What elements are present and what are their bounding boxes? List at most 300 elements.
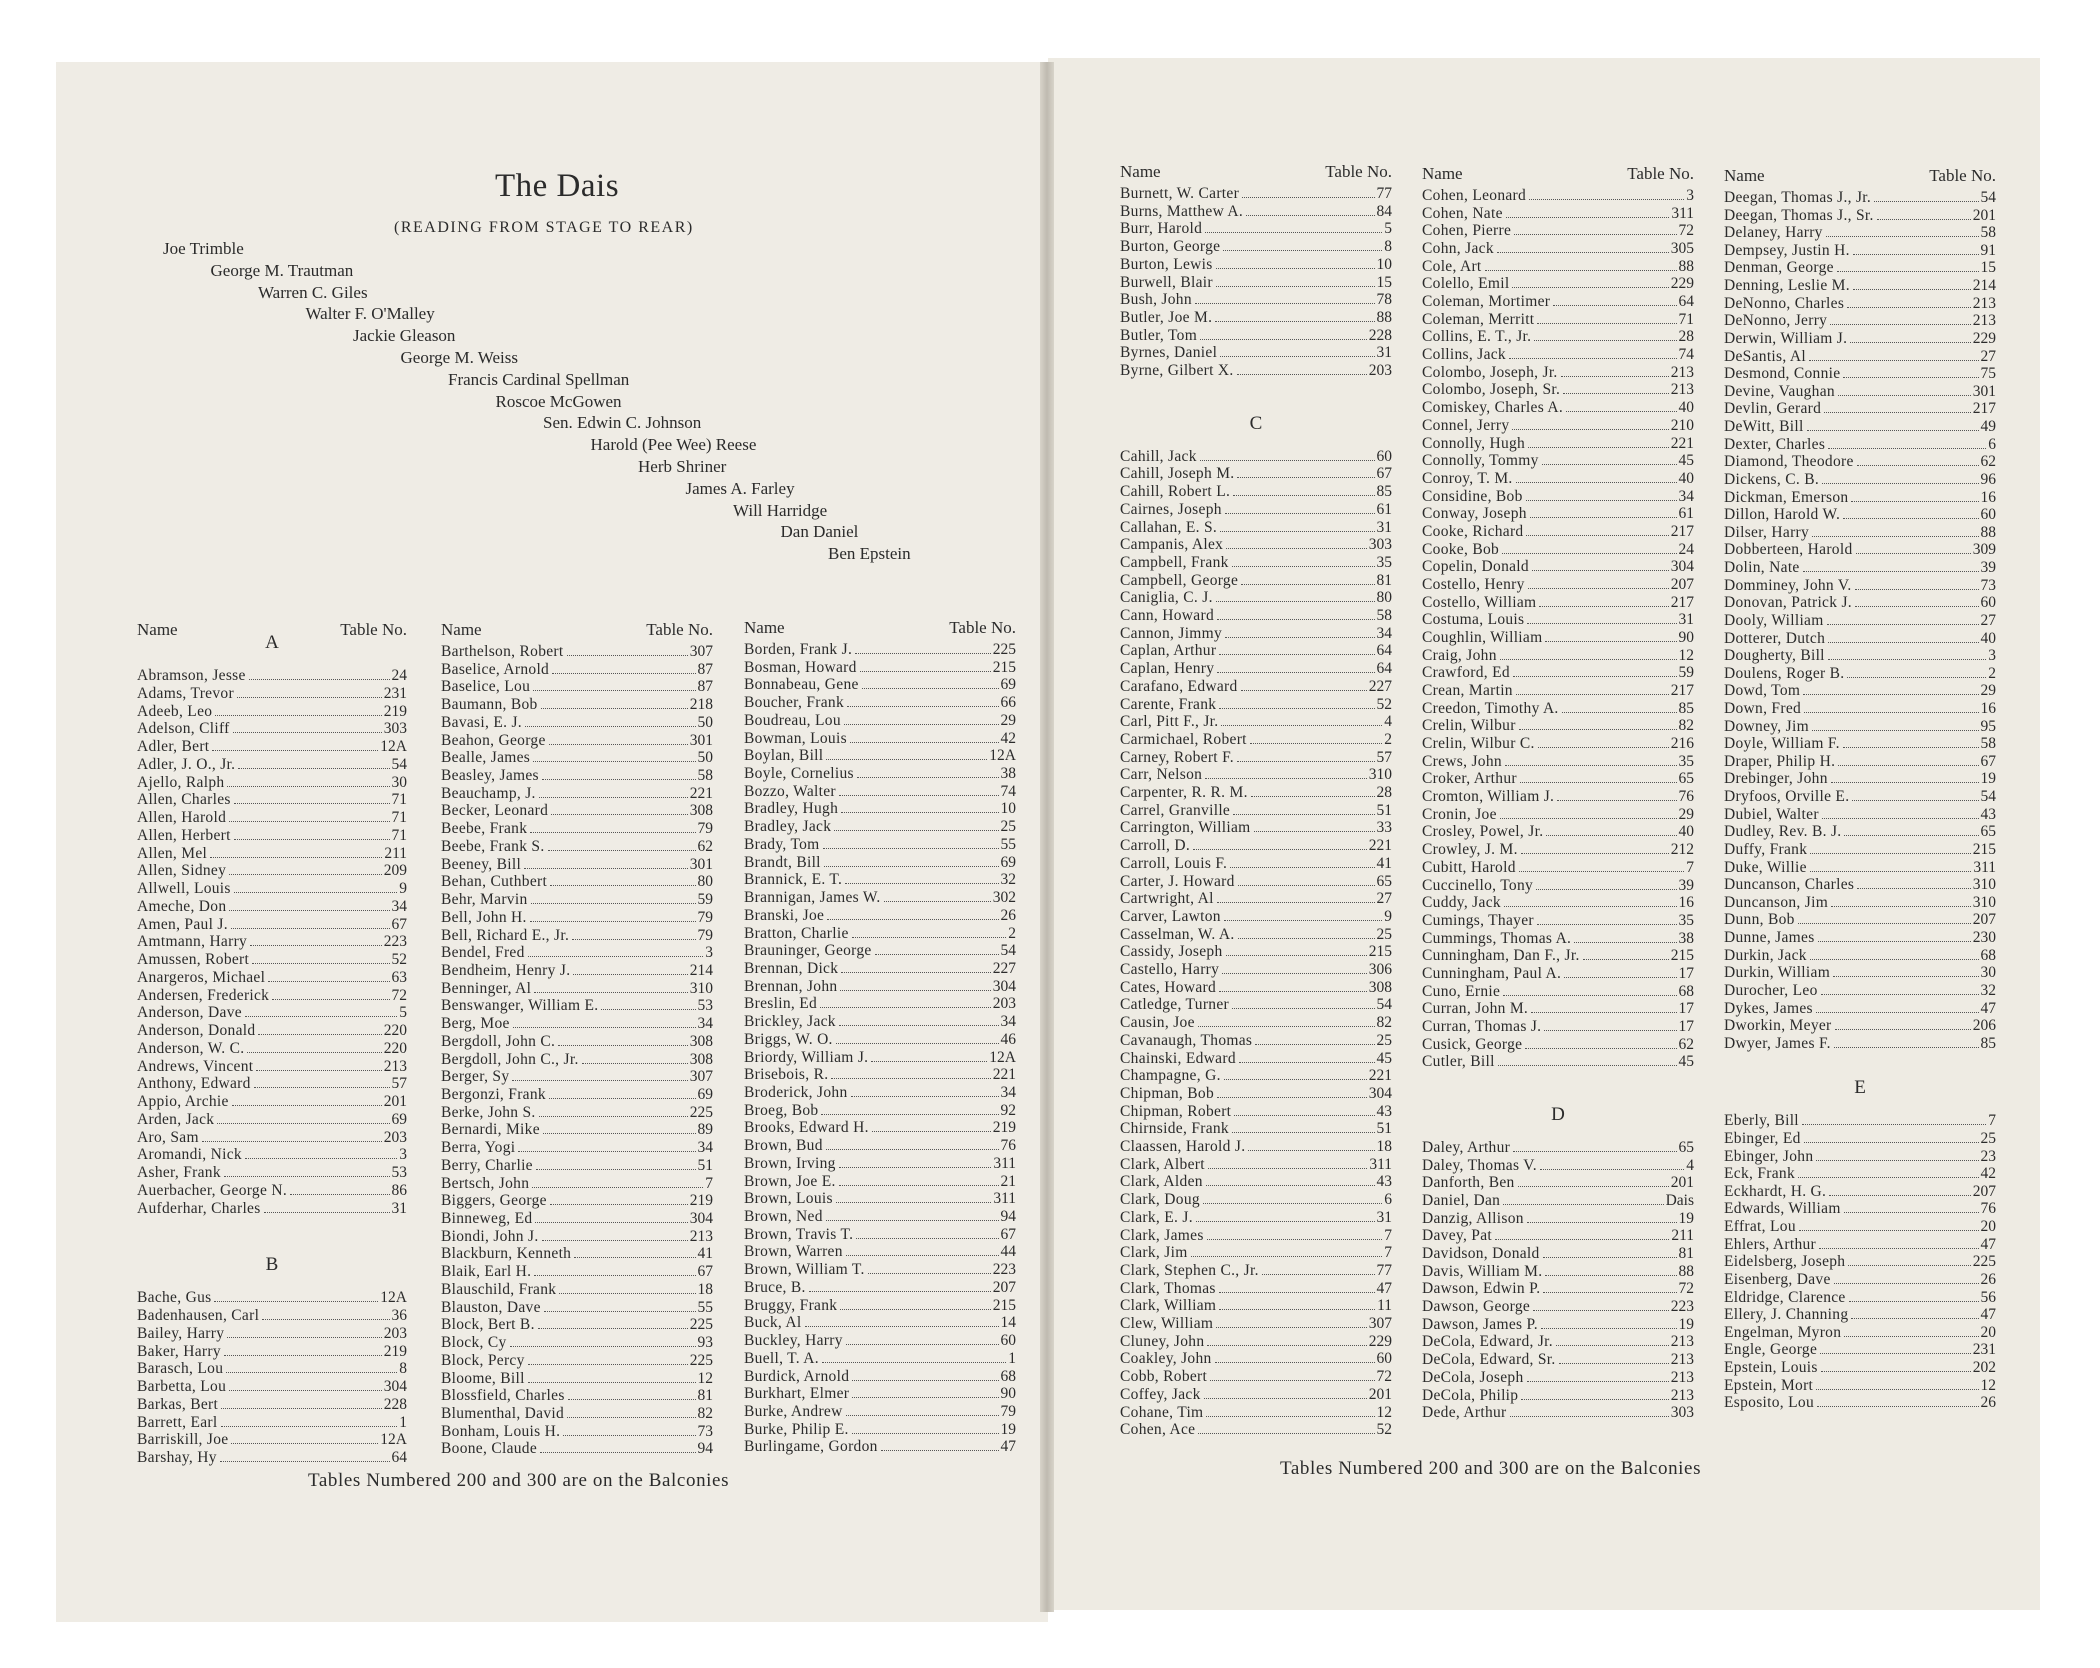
leader-dots: [1543, 1257, 1677, 1258]
leader-dots: [212, 750, 378, 751]
leader-dots: [552, 673, 695, 674]
table-number: 302: [992, 889, 1016, 907]
leader-dots: [1254, 831, 1375, 832]
guest-name: Coughlin, William: [1422, 629, 1543, 646]
leader-dots: [535, 1222, 687, 1223]
leader-dots: [855, 653, 991, 654]
leader-dots: [1828, 659, 1986, 660]
table-number: 9: [399, 880, 407, 897]
leader-dots: [1826, 236, 1979, 237]
guest-name: Devine, Vaughan: [1724, 382, 1835, 400]
table-number: 229: [1368, 1332, 1392, 1350]
leader-dots: [852, 1380, 998, 1381]
table-number: 219: [992, 1119, 1016, 1137]
guest-name: Engle, George: [1724, 1341, 1818, 1359]
guest-name: Amen, Paul J.: [137, 915, 228, 933]
dais-name: Roscoe McGowen: [495, 391, 622, 411]
leader-dots: [1530, 517, 1677, 518]
guest-name: Boucher, Frank: [744, 694, 845, 712]
leader-dots: [1532, 570, 1669, 571]
table-number: 67: [1376, 465, 1392, 483]
table-number: 42: [1980, 1165, 1996, 1183]
table-number: 34: [697, 1139, 713, 1157]
table-number: 201: [1670, 1174, 1694, 1192]
table-number: 54: [391, 755, 407, 773]
list-item: [1422, 416, 1694, 434]
leader-dots: [1516, 482, 1677, 483]
list-item: [441, 1103, 713, 1121]
list-item: [1422, 999, 1694, 1017]
leader-dots: [1225, 637, 1374, 638]
leader-dots: [536, 1169, 696, 1170]
table-number: 213: [689, 1227, 713, 1245]
table-number: 19: [1000, 1420, 1016, 1438]
list-item: [137, 879, 407, 897]
guest-name: Carroll, Louis F.: [1120, 854, 1228, 872]
list-item: [137, 1163, 407, 1181]
leader-dots: [1543, 1292, 1676, 1293]
table-number: 12: [1376, 1403, 1392, 1421]
list-item: [1422, 1403, 1694, 1421]
leader-dots: [1857, 465, 1979, 466]
table-number: 214: [1972, 277, 1996, 295]
guest-name: Dillon, Harold W.: [1724, 506, 1841, 524]
guest-name: Bendel, Fred: [441, 944, 525, 962]
leader-dots: [1504, 906, 1677, 907]
guest-name: Breslin, Ed: [744, 995, 818, 1013]
leader-dots: [1217, 902, 1375, 903]
table-number: 20: [1980, 1218, 1996, 1236]
guest-name: Brady, Tom: [744, 835, 820, 853]
table-number: 64: [391, 1449, 407, 1466]
table-number: 9: [1384, 907, 1392, 925]
guest-name: Carpenter, R. R. M.: [1120, 784, 1248, 801]
leader-dots: [1527, 623, 1676, 624]
list-item: [1120, 606, 1392, 624]
guest-name: Cunningham, Dan F., Jr.: [1422, 947, 1580, 965]
list-item: [1120, 960, 1392, 978]
guest-name: Barbetta, Lou: [137, 1378, 227, 1395]
list-item: [1120, 1332, 1392, 1350]
table-number: 203: [992, 995, 1016, 1013]
list-item: [1422, 1315, 1694, 1333]
guest-name: Adams, Trevor: [137, 684, 234, 702]
list-item: [1724, 699, 1996, 717]
list-item: [1120, 695, 1392, 713]
leader-dots: [1562, 712, 1677, 713]
table-number: 81: [1376, 571, 1392, 589]
leader-dots: [841, 812, 998, 813]
table-number: 78: [1376, 291, 1392, 309]
guest-name: Carney, Robert F.: [1120, 748, 1234, 766]
table-number: 213: [1670, 1333, 1694, 1351]
table-number: 12: [697, 1369, 713, 1387]
guest-name: Block, Percy: [441, 1351, 525, 1369]
leader-dots: [1817, 1406, 1978, 1407]
list-item: [744, 640, 1016, 658]
leader-dots: [1262, 1274, 1375, 1275]
guest-name: Asher, Frank: [137, 1164, 221, 1181]
table-number: 6: [1988, 435, 1996, 453]
table-number: 203: [383, 1128, 407, 1146]
guest-name: Durkin, William: [1724, 964, 1831, 982]
table-number: 51: [1376, 1120, 1392, 1138]
list-item: [744, 835, 1016, 853]
leader-dots: [1241, 690, 1367, 691]
leader-dots: [839, 1167, 992, 1168]
table-number: 1: [399, 1413, 407, 1431]
guest-name: Bush, John: [1120, 291, 1192, 309]
guest-name: Conway, Joseph: [1422, 505, 1527, 523]
guest-name: Burke, Andrew: [744, 1402, 843, 1420]
guest-name: DeNonno, Jerry: [1724, 312, 1828, 330]
guest-name: Brown, Travis T.: [744, 1225, 854, 1243]
table-number: 15: [1980, 259, 1996, 277]
guest-name: Allen, Mel: [137, 844, 208, 862]
leader-dots: [868, 1273, 991, 1274]
guest-name: Beebe, Frank: [441, 820, 528, 838]
list-item: [1422, 1226, 1694, 1244]
guest-name: Blackburn, Kenneth: [441, 1245, 572, 1263]
leader-dots: [1248, 1150, 1374, 1151]
list-item: [1422, 221, 1694, 239]
guest-name: Crosley, Powel, Jr.: [1422, 823, 1544, 841]
leader-dots: [510, 1346, 696, 1347]
guest-name: Carl, Pitt F., Jr.: [1120, 713, 1219, 731]
list-item: [1422, 911, 1694, 929]
table-number: 39: [1980, 559, 1996, 577]
table-number: 64: [1678, 293, 1694, 311]
guest-name: Briordy, William J.: [744, 1048, 869, 1066]
list-item: [1120, 326, 1392, 344]
guest-name: Causin, Joe: [1120, 1014, 1195, 1032]
guest-name: Deegan, Thomas J., Jr.: [1724, 189, 1872, 206]
guest-name: Blauston, Dave: [441, 1298, 541, 1316]
leader-dots: [512, 1080, 687, 1081]
table-number: 305: [1670, 240, 1694, 258]
list-item: [137, 844, 407, 862]
list-item: [1120, 730, 1392, 748]
leader-dots: [1198, 1026, 1375, 1027]
table-number: 223: [992, 1261, 1016, 1279]
leader-dots: [234, 839, 390, 840]
guest-name: Curran, Thomas J.: [1422, 1017, 1542, 1035]
guest-name: Cohen, Ace: [1120, 1421, 1196, 1439]
guest-name: Draper, Philip H.: [1724, 752, 1836, 770]
table-number: 47: [1980, 999, 1996, 1017]
guest-name: Champagne, G.: [1120, 1067, 1221, 1085]
leader-dots: [1810, 959, 1979, 960]
table-number: 24: [1678, 540, 1694, 558]
guest-name: Dykes, James: [1724, 999, 1813, 1017]
table-number: 217: [1670, 522, 1694, 540]
table-number: 27: [1376, 890, 1392, 908]
leader-dots: [1540, 1169, 1684, 1170]
table-number: 35: [1376, 553, 1392, 571]
table-number: 43: [1376, 1173, 1392, 1191]
leader-dots: [231, 928, 390, 929]
table-number: 5: [399, 1004, 407, 1022]
leader-dots: [1557, 800, 1676, 801]
list-item: [1120, 995, 1392, 1013]
guest-name: Cunningham, Paul A.: [1422, 964, 1562, 982]
leader-dots: [232, 1105, 382, 1106]
table-number: 71: [391, 809, 407, 826]
leader-dots: [254, 1087, 390, 1088]
list-item: [744, 959, 1016, 977]
leader-dots: [1804, 1142, 1979, 1143]
table-number: 42: [1000, 729, 1016, 747]
table-number: 12: [1678, 646, 1694, 664]
list-item: [1724, 611, 1996, 629]
leader-dots: [1206, 1416, 1374, 1417]
table-number: 213: [1670, 1368, 1694, 1386]
leader-dots: [1802, 1124, 1986, 1125]
guest-name: Castello, Harry: [1120, 961, 1220, 978]
leader-dots: [1222, 973, 1367, 974]
list-item: [1120, 907, 1392, 925]
table-number: 311: [993, 1154, 1016, 1172]
dais-name: Herb Shriner: [638, 457, 727, 476]
list-item: [1120, 1102, 1392, 1120]
list-item: [1422, 646, 1694, 664]
guest-name: Crews, John: [1422, 752, 1502, 770]
guest-name: Cohane, Tim: [1120, 1403, 1204, 1421]
list-item: [744, 1172, 1016, 1190]
list-item: [744, 870, 1016, 888]
list-item: [441, 1369, 713, 1387]
leader-dots: [224, 1176, 390, 1177]
leader-dots: [215, 715, 381, 716]
list-item: [744, 1367, 1016, 1385]
leader-dots: [1542, 464, 1677, 465]
guest-name: Dolin, Nate: [1724, 559, 1800, 577]
guest-name: Anderson, Donald: [137, 1022, 256, 1039]
list-item: [1120, 641, 1392, 659]
leader-dots: [841, 972, 990, 973]
list-item: [744, 977, 1016, 995]
table-number: 202: [1972, 1359, 1996, 1377]
leader-dots: [559, 1293, 695, 1294]
guest-name: Anargeros, Michael: [137, 968, 266, 986]
guest-name: Davey, Pat: [1422, 1227, 1493, 1245]
list-item: [1724, 629, 1996, 647]
table-number: 304: [992, 977, 1016, 995]
list-item: [1120, 588, 1392, 606]
leader-dots: [524, 868, 688, 869]
leader-dots: [1844, 835, 1978, 836]
list-item: [1120, 1279, 1392, 1297]
list-item: [1120, 1296, 1392, 1314]
list-item: [441, 766, 713, 784]
dais-name: James A. Farley: [685, 478, 795, 498]
guest-name: Duncanson, Jim: [1724, 893, 1829, 911]
leader-dots: [1220, 356, 1374, 357]
table-number: 80: [697, 873, 713, 891]
table-number: 44: [1000, 1243, 1016, 1261]
leader-dots: [1215, 321, 1374, 322]
list-item: [744, 853, 1016, 871]
guest-name: Cuddy, Jack: [1422, 894, 1501, 912]
leader-dots: [1809, 360, 1979, 361]
leader-dots: [1583, 959, 1669, 960]
table-number: 303: [1368, 536, 1392, 554]
leader-dots: [1208, 1168, 1367, 1169]
list-item: [1422, 557, 1694, 575]
table-number: 1: [1008, 1349, 1016, 1367]
guest-name: Dougherty, Bill: [1724, 647, 1825, 665]
guest-name: Blauschild, Frank: [441, 1280, 557, 1298]
list-item: [137, 1039, 407, 1057]
table-number: 82: [1376, 1014, 1392, 1032]
list-item: [744, 888, 1016, 906]
leader-dots: [573, 974, 687, 975]
list-item: [744, 941, 1016, 959]
table-number: 211: [384, 844, 407, 862]
list-item: [1120, 624, 1392, 642]
table-number: 34: [1000, 1084, 1016, 1101]
list-item: [441, 1120, 713, 1138]
list-item: [744, 1083, 1016, 1101]
guest-name: Costuma, Louis: [1422, 611, 1525, 629]
table-number: 311: [1671, 204, 1694, 222]
list-item: [1724, 452, 1996, 470]
leader-dots: [249, 679, 390, 680]
table-number: 301: [689, 855, 713, 873]
list-item: [1120, 184, 1392, 202]
leader-dots: [1238, 885, 1375, 886]
list-item: [744, 1260, 1016, 1278]
leader-dots: [1513, 1151, 1676, 1152]
table-number: 85: [1980, 1034, 1996, 1052]
table-number: 213: [1670, 381, 1694, 399]
guest-name: Carver, Lawton: [1120, 907, 1221, 925]
list-item: [137, 1324, 407, 1342]
leader-dots: [1812, 730, 1979, 731]
guest-name: Biggers, George: [441, 1192, 547, 1210]
leader-dots: [846, 1255, 999, 1256]
table-number: 210: [1670, 416, 1694, 434]
leader-dots: [533, 761, 695, 762]
list-item: [744, 1384, 1016, 1402]
guest-name: Bealle, James: [441, 749, 531, 767]
guest-name: Dilser, Harry: [1724, 523, 1810, 541]
table-number: 307: [689, 1068, 713, 1086]
leader-dots: [217, 1123, 389, 1124]
table-number: 215: [992, 658, 1016, 676]
table-number: 72: [1376, 1368, 1392, 1386]
guest-name: Cooke, Richard: [1422, 522, 1524, 540]
list-item: [1724, 946, 1996, 964]
guest-name: Cates, Howard: [1120, 978, 1217, 996]
leader-dots: [229, 821, 389, 822]
table-number: 46: [1000, 1030, 1016, 1048]
list-item: [1422, 451, 1694, 469]
leader-dots: [568, 1399, 696, 1400]
leader-dots: [237, 697, 382, 698]
list-item: [1422, 787, 1694, 805]
column-header: [1724, 166, 1996, 188]
section-letter: E: [1854, 1077, 1866, 1099]
leader-dots: [826, 1149, 999, 1150]
list-item: [744, 1420, 1016, 1438]
list-item: [1422, 1262, 1694, 1280]
list-item: [441, 784, 713, 802]
leader-dots: [1519, 871, 1685, 872]
guest-name: Caplan, Arthur: [1120, 642, 1217, 660]
leader-dots: [1843, 377, 1978, 378]
guest-name: Burke, Philip E.: [744, 1420, 849, 1438]
leader-dots: [214, 1301, 378, 1302]
list-item: [1724, 963, 1996, 981]
table-number: 58: [697, 767, 713, 785]
leader-dots: [531, 903, 696, 904]
list-item: [441, 713, 713, 731]
leader-dots: [1528, 588, 1669, 589]
list-item: [1724, 1393, 1996, 1411]
table-number: 214: [689, 961, 713, 979]
guest-name: Connolly, Hugh: [1422, 434, 1526, 452]
table-number: 72: [1678, 222, 1694, 240]
guest-name: Carroll, D.: [1120, 837, 1191, 855]
list-item: [441, 926, 713, 944]
leader-dots: [234, 892, 398, 893]
guest-name: DeCola, Joseph: [1422, 1368, 1524, 1386]
column-header: [1422, 164, 1694, 186]
list-item: [1120, 1013, 1392, 1031]
table-number: 12A: [380, 1289, 407, 1307]
leader-dots: [1853, 254, 1979, 255]
leader-dots: [1216, 601, 1375, 602]
table-number: 56: [1980, 1288, 1996, 1306]
list-item: [1724, 981, 1996, 999]
list-item: [1422, 769, 1694, 787]
guest-name: Derwin, William J.: [1724, 329, 1848, 347]
table-number: 79: [697, 926, 713, 944]
header-table-label: Table No.: [1929, 166, 1996, 185]
list-item: [441, 872, 713, 890]
guest-name: Colombo, Joseph, Jr.: [1422, 363, 1558, 381]
table-number: 213: [1670, 363, 1694, 381]
dais-name: Joe Trimble: [163, 239, 244, 258]
table-number: 91: [1980, 241, 1996, 259]
list-item: [1422, 1386, 1694, 1404]
list-item: [137, 915, 407, 933]
guest-name: Beebe, Frank S.: [441, 837, 545, 855]
table-number: 6: [1384, 1191, 1392, 1209]
list-item: [1422, 593, 1694, 611]
table-number: Dais: [1665, 1192, 1694, 1210]
guest-name: Blaik, Earl H.: [441, 1263, 532, 1281]
guest-name: Comiskey, Charles A.: [1422, 399, 1564, 417]
leader-dots: [220, 1461, 390, 1462]
list-item: [137, 1342, 407, 1360]
leader-dots: [1810, 853, 1971, 854]
leader-dots: [1843, 518, 1978, 519]
leader-dots: [1538, 747, 1669, 748]
guest-name: Copelin, Donald: [1422, 558, 1529, 576]
leader-dots: [1838, 395, 1971, 396]
leader-dots: [247, 1052, 381, 1053]
leader-dots: [1804, 712, 1978, 713]
list-item: [1724, 382, 1996, 400]
guest-name: Donovan, Patrick J.: [1724, 594, 1852, 612]
guest-name: Down, Fred: [1724, 699, 1802, 717]
table-number: 79: [1000, 1402, 1016, 1420]
leader-dots: [1855, 606, 1979, 607]
list-item: [441, 1244, 713, 1262]
leader-dots: [862, 688, 999, 689]
